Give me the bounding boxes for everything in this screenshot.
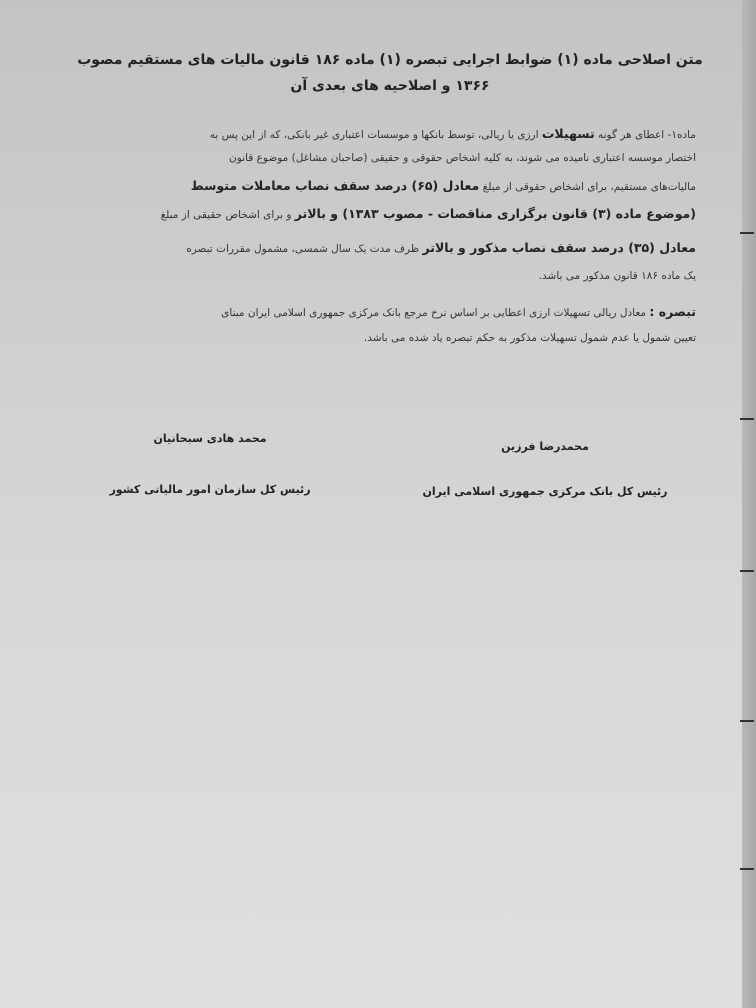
paragraph-line: [539, 270, 696, 282]
bold-text-run: تسهیلات: [541, 126, 595, 141]
paragraph-line: [56, 126, 696, 141]
document-title-line-1: متن اصلاحی ماده (۱) ضوابط اجرایی تبصره (۱) ماده ۱۸۶ قانون مالیات های مستقیم مصوب: [77, 52, 703, 68]
bold-text-run: تبصره :: [649, 304, 696, 319]
edge-mark: [740, 418, 754, 420]
edge-mark: [740, 868, 754, 870]
paragraph-line: [56, 240, 696, 255]
signatory-left-name: محمد هادی سبحانیان: [153, 432, 267, 445]
text-run: معادل ریالی تسهیلات ارزی اعطایی بر اساس نرخ مرجع بانک مرکزی جمهوری اسلامی ایران مبنای: [221, 307, 650, 319]
bold-text-run: معادل (۳۵) درصد سقف نصاب مذکور و بالاتر: [422, 240, 696, 255]
paragraph-line: [56, 152, 696, 164]
edge-mark: [740, 232, 754, 234]
text-run: اختصار موسسه اعتباری نامیده می شوند، به کلیه اشخاص حقوقی و حقیقی (صاحبان مشاغل) موضوع قانون: [229, 152, 696, 164]
text-run: ارزی یا ریالی، توسط بانکها و موسسات اعتباری غیر بانکی، که از این پس به: [209, 129, 542, 141]
page-edge: [742, 0, 756, 1008]
paragraph-line: [56, 178, 696, 193]
text-run: تعیین شمول یا عدم شمول تسهیلات مذکور به حکم تبصره یاد شده می باشد.: [363, 332, 696, 344]
signatory-right-name: محمدرضا فرزین: [501, 440, 589, 453]
text-run: ماده۱- اعطای هر گونه: [594, 129, 696, 141]
text-run: ظرف مدت یک سال شمسی، مشمول مقررات تبصره: [186, 243, 423, 255]
signatory-left-title: رئیس کل سازمان امور مالیاتی کشور: [109, 483, 311, 496]
edge-mark: [740, 720, 754, 722]
bold-text-run: معادل (۶۵) درصد سقف نصاب معاملات متوسط: [190, 178, 480, 193]
paragraph-line: [364, 332, 696, 344]
text-run: و برای اشخاص حقیقی از مبلغ: [160, 209, 295, 221]
paragraph-line: [56, 206, 696, 221]
text-run: مالیات‌های مستقیم، برای اشخاص حقوقی از مبلغ: [479, 181, 696, 193]
signatory-right-title: رئیس کل بانک مرکزی جمهوری اسلامی ایران: [422, 485, 668, 498]
text-run: یک ماده ۱۸۶ قانون مذکور می باشد.: [538, 270, 696, 282]
bold-text-run: (موضوع ماده (۳) قانون برگزاری مناقصات - مصوب ۱۳۸۳) و بالاتر: [294, 206, 696, 221]
edge-mark: [740, 570, 754, 572]
paragraph-line: [56, 304, 696, 319]
document-title-line-2: ۱۳۶۶ و اصلاحیه های بعدی آن: [290, 78, 490, 94]
